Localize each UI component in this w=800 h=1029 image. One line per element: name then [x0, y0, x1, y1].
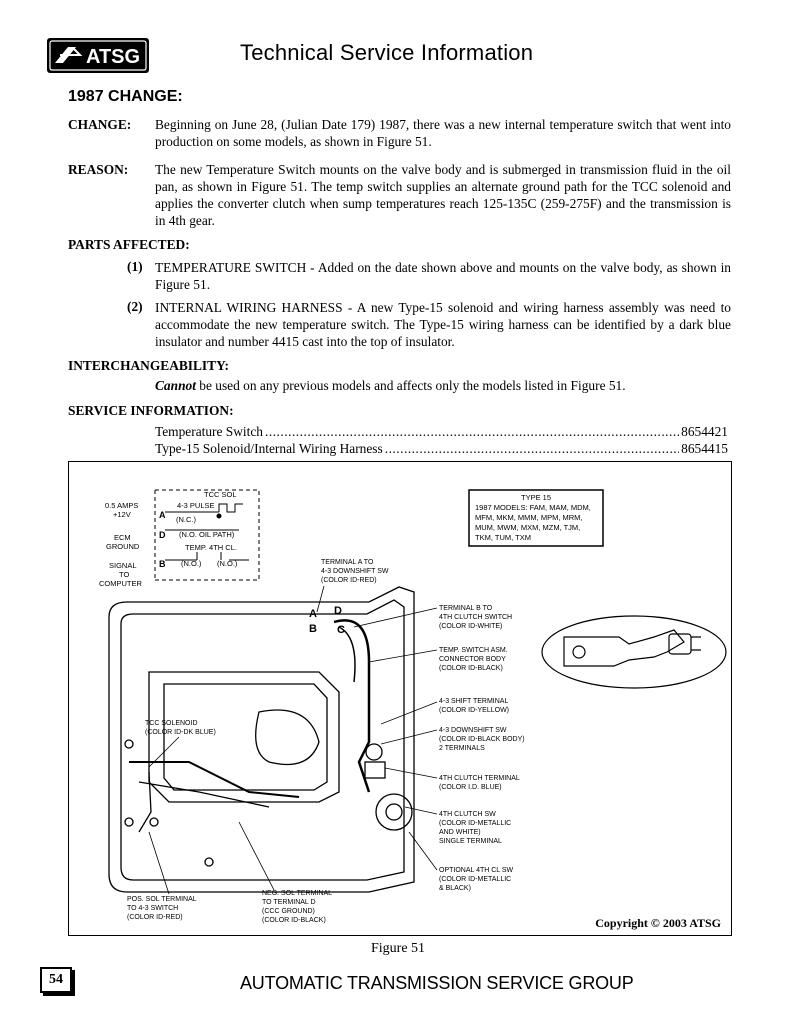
svg-text:TO TERMINAL D: TO TERMINAL D	[262, 899, 316, 906]
part-number: 8654421	[681, 424, 728, 439]
service-info-heading: SERVICE INFORMATION:	[68, 403, 234, 418]
svg-text:(COLOR ID-METALLIC: (COLOR ID-METALLIC	[439, 876, 512, 883]
svg-text:(COLOR ID-RED): (COLOR ID-RED)	[321, 577, 377, 584]
valve-body-drawing	[109, 587, 414, 892]
svg-text:4TH CLUTCH SW: 4TH CLUTCH SW	[439, 811, 496, 818]
svg-text:A: A	[159, 510, 166, 520]
part-name: Type-15 Solenoid/Internal Wiring Harness	[155, 441, 383, 456]
svg-text:(N.O. OIL PATH): (N.O. OIL PATH)	[179, 530, 235, 539]
svg-text:& BLACK): & BLACK)	[439, 885, 471, 892]
leader-dots	[265, 423, 679, 440]
svg-text:MUM, MWM, MXM, MZM, TJM,: MUM, MWM, MXM, MZM, TJM,	[475, 523, 581, 532]
section-title: 1987 CHANGE:	[68, 88, 183, 105]
svg-text:TEMP. 4TH CL.: TEMP. 4TH CL.	[185, 543, 237, 552]
svg-text:2 TERMINALS: 2 TERMINALS	[439, 745, 485, 752]
svg-text:+12V: +12V	[113, 510, 131, 519]
svg-text:A: A	[309, 608, 317, 620]
svg-text:4-3 DOWNSHIFT SW: 4-3 DOWNSHIFT SW	[321, 568, 389, 575]
part-row	[155, 440, 728, 457]
svg-text:0.5 AMPS: 0.5 AMPS	[105, 501, 139, 510]
parts-affected-heading: PARTS AFFECTED:	[68, 237, 190, 252]
svg-text:TYPE 15: TYPE 15	[521, 493, 552, 502]
svg-text:(N.O.): (N.O.)	[181, 559, 202, 568]
svg-text:(COLOR ID-BLACK): (COLOR ID-BLACK)	[262, 917, 326, 924]
header-title: Technical Service Information	[240, 40, 534, 65]
part-number: 8654415	[681, 441, 728, 456]
svg-text:(N.C.): (N.C.)	[176, 515, 196, 524]
svg-text:(COLOR ID-BLACK): (COLOR ID-BLACK)	[439, 665, 503, 672]
svg-text:(COLOR ID-METALLIC: (COLOR ID-METALLIC	[439, 820, 512, 827]
parts-list	[155, 423, 728, 457]
svg-text:B: B	[309, 623, 317, 635]
svg-text:TO 4-3 SWITCH: TO 4-3 SWITCH	[127, 905, 179, 912]
svg-text:TERMINAL A TO: TERMINAL A TO	[321, 559, 374, 566]
interchangeability-heading: INTERCHANGEABILITY:	[68, 358, 229, 373]
svg-text:COMPUTER: COMPUTER	[99, 579, 142, 588]
interchangeability-emphasis: Cannot	[155, 378, 196, 393]
svg-text:B: B	[159, 559, 166, 569]
svg-text:(COLOR ID-DK BLUE): (COLOR ID-DK BLUE)	[145, 729, 216, 736]
svg-text:TKM, TUM, TXM: TKM, TUM, TXM	[475, 533, 531, 542]
svg-text:4-3 DOWNSHIFT SW: 4-3 DOWNSHIFT SW	[439, 727, 507, 734]
svg-text:SINGLE TERMINAL: SINGLE TERMINAL	[439, 838, 502, 845]
svg-text:OPTIONAL 4TH CL SW: OPTIONAL 4TH CL SW	[439, 867, 514, 874]
svg-text:NEG. SOL TERMINAL: NEG. SOL TERMINAL	[262, 890, 333, 897]
leader-lines	[149, 586, 437, 894]
temp-switch-detail	[542, 616, 726, 688]
svg-text:(COLOR ID-RED): (COLOR ID-RED)	[127, 914, 183, 921]
change-text: Beginning on June 28, (Julian Date 179) 1987, there was a new internal temperature switch that went into production on some models, as shown in Figure 51.	[155, 117, 731, 149]
svg-text:4TH CLUTCH TERMINAL: 4TH CLUTCH TERMINAL	[439, 775, 520, 782]
svg-text:D: D	[159, 530, 166, 540]
svg-text:(COLOR ID-BLACK BODY): (COLOR ID-BLACK BODY)	[439, 736, 525, 743]
part-row	[155, 423, 728, 440]
svg-text:SIGNAL: SIGNAL	[109, 561, 137, 570]
change-label: CHANGE:	[68, 117, 132, 132]
svg-text:(COLOR ID-YELLOW): (COLOR ID-YELLOW)	[439, 707, 510, 714]
svg-text:D: D	[334, 605, 342, 617]
svg-text:ECM: ECM	[114, 533, 131, 542]
figure-caption: Figure 51	[371, 941, 426, 956]
parts-item-text: TEMPERATURE SWITCH - Added on the date shown above and mounts on the valve body, as shown in Figure 51.	[155, 260, 731, 292]
svg-text:POS. SOL TERMINAL: POS. SOL TERMINAL	[127, 896, 197, 903]
svg-text:(COLOR ID-WHITE): (COLOR ID-WHITE)	[439, 623, 503, 630]
footer-org: AUTOMATIC TRANSMISSION SERVICE GROUP	[240, 973, 634, 993]
parts-item-text: INTERNAL WIRING HARNESS - A new Type-15 solenoid and wiring harness assembly was need to accommodate the new temperature switch. The Type-15 wiring harness can be identified by a dark blue insulator and number 4415 cast into the top of insulator.	[155, 300, 731, 349]
svg-text:TEMP. SWITCH ASM.: TEMP. SWITCH ASM.	[439, 647, 508, 654]
svg-text:CONNECTOR BODY: CONNECTOR BODY	[439, 656, 506, 663]
svg-text:TERMINAL B TO: TERMINAL B TO	[439, 605, 493, 612]
svg-text:C: C	[337, 624, 345, 636]
svg-text:GROUND: GROUND	[106, 542, 140, 551]
svg-text:(N.O.): (N.O.)	[217, 559, 238, 568]
reason-text: The new Temperature Switch mounts on the valve body and is submerged in transmission fluid in the oil pan, as shown in Figure 51. The temp switch supplies an alternate ground path for the TCC solenoid and applies the converter clutch when sump temperatures reach 125-135C (259-275F) and the transmission is in 4th gear.	[155, 162, 731, 228]
leader-dots	[385, 440, 679, 457]
svg-text:ATSG: ATSG	[86, 46, 141, 68]
part-name: Temperature Switch	[155, 424, 264, 439]
reason-label: REASON:	[68, 162, 129, 177]
svg-text:1987 MODELS: FAM, MAM, MDM,: 1987 MODELS: FAM, MAM, MDM,	[475, 503, 591, 512]
copyright-notice: Copyright © 2003 ATSG	[595, 916, 721, 930]
models-box	[469, 490, 603, 546]
page-number: 54	[40, 967, 72, 993]
svg-text:TCC SOLENOID: TCC SOLENOID	[145, 720, 198, 727]
svg-text:(CCC GROUND): (CCC GROUND)	[262, 908, 315, 915]
parts-item-number: (1)	[127, 259, 143, 274]
valve-body-illustration	[69, 462, 730, 934]
svg-text:MFM, MKM, MMM, MPM, MRM,: MFM, MKM, MMM, MPM, MRM,	[475, 513, 583, 522]
svg-text:4-3 SHIFT TERMINAL: 4-3 SHIFT TERMINAL	[439, 698, 509, 705]
svg-text:TCC SOL: TCC SOL	[204, 490, 237, 499]
svg-text:(COLOR I.D. BLUE): (COLOR I.D. BLUE)	[439, 784, 502, 791]
parts-item-number: (2)	[127, 299, 143, 314]
interchangeability-body: be used on any previous models and affects only the models listed in Figure 51.	[195, 378, 626, 393]
svg-text:AND WHITE): AND WHITE)	[439, 829, 481, 836]
svg-text:TO: TO	[119, 570, 130, 579]
atsg-logo	[46, 37, 150, 74]
figure-51	[68, 461, 732, 936]
svg-text:4TH CLUTCH SWITCH: 4TH CLUTCH SWITCH	[439, 614, 513, 621]
interchangeability-text	[155, 377, 731, 394]
svg-text:4-3 PULSE: 4-3 PULSE	[177, 501, 215, 510]
